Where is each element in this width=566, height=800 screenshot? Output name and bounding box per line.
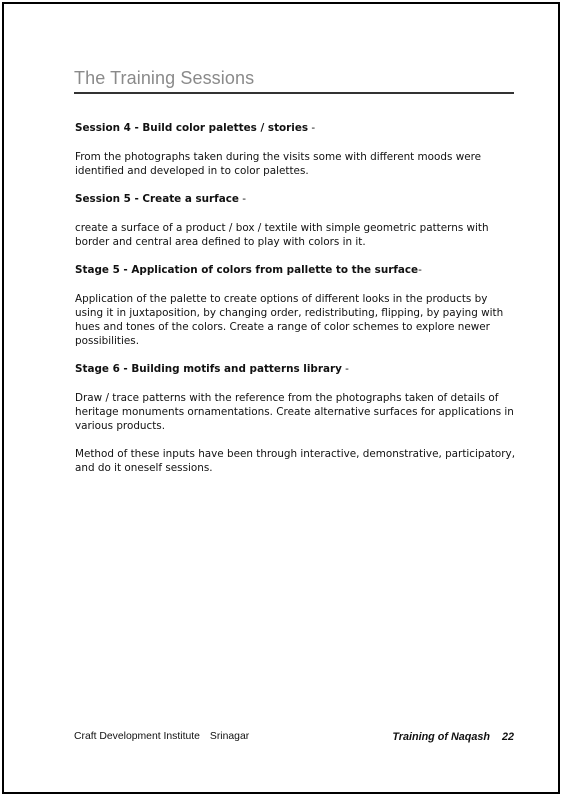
- section-heading-suffix: -: [308, 122, 316, 134]
- section-heading-suffix: -: [418, 264, 422, 276]
- section-heading-text: Session 4 - Build color palettes / stories: [75, 122, 309, 134]
- page-footer: [74, 730, 514, 744]
- section-heading-text: Stage 5 - Application of colors from pallette to the surface: [75, 264, 419, 276]
- section-heading: [75, 192, 515, 206]
- section-paragraph: Draw / trace patterns with the reference from the photographs taken of details of heritage monuments ornamentations. Create alternative surfaces for applications in various products.: [75, 392, 514, 432]
- footer-city: Srinagar: [209, 731, 250, 742]
- page-number: 22: [501, 731, 514, 743]
- document-body: [75, 121, 515, 489]
- section-paragraph: Application of the palette to create options of different looks in the products by using it in juxtaposition, by changing order, redistributing, flipping, by paying with hues and tones of the colors. Create a range of color schemes to explore newer possibilities.: [75, 293, 504, 347]
- section-heading-text: Stage 6 - Building motifs and patterns library: [75, 363, 342, 375]
- footer-left: [74, 730, 249, 744]
- section-stage-5: [75, 263, 515, 348]
- section-paragraph: create a surface of a product / box / textile with simple geometric patterns with border and central area defined to play with colors in it.: [75, 222, 489, 248]
- section-session-5: [75, 192, 515, 249]
- section-heading: [75, 121, 515, 135]
- footer-publication: Training of Naqash: [392, 731, 490, 743]
- footer-right: [392, 730, 514, 744]
- section-session-4: [75, 121, 515, 178]
- section-heading: [75, 362, 515, 376]
- page-title: The Training Sessions: [74, 68, 255, 88]
- section-heading-suffix: -: [341, 363, 349, 375]
- footer-institute: Craft Development Institute: [74, 731, 200, 742]
- section-heading-text: Session 5 - Create a surface: [75, 193, 239, 205]
- title-rule: [74, 92, 514, 94]
- section-heading: [75, 263, 515, 277]
- section-paragraph: Method of these inputs have been through interactive, demonstrative, participatory, and do it oneself sessions.: [75, 448, 515, 474]
- section-stage-6: [75, 362, 515, 475]
- section-paragraph: From the photographs taken during the visits some with different moods were identified and developed in to color palettes.: [75, 151, 482, 177]
- section-heading-suffix: -: [238, 193, 246, 205]
